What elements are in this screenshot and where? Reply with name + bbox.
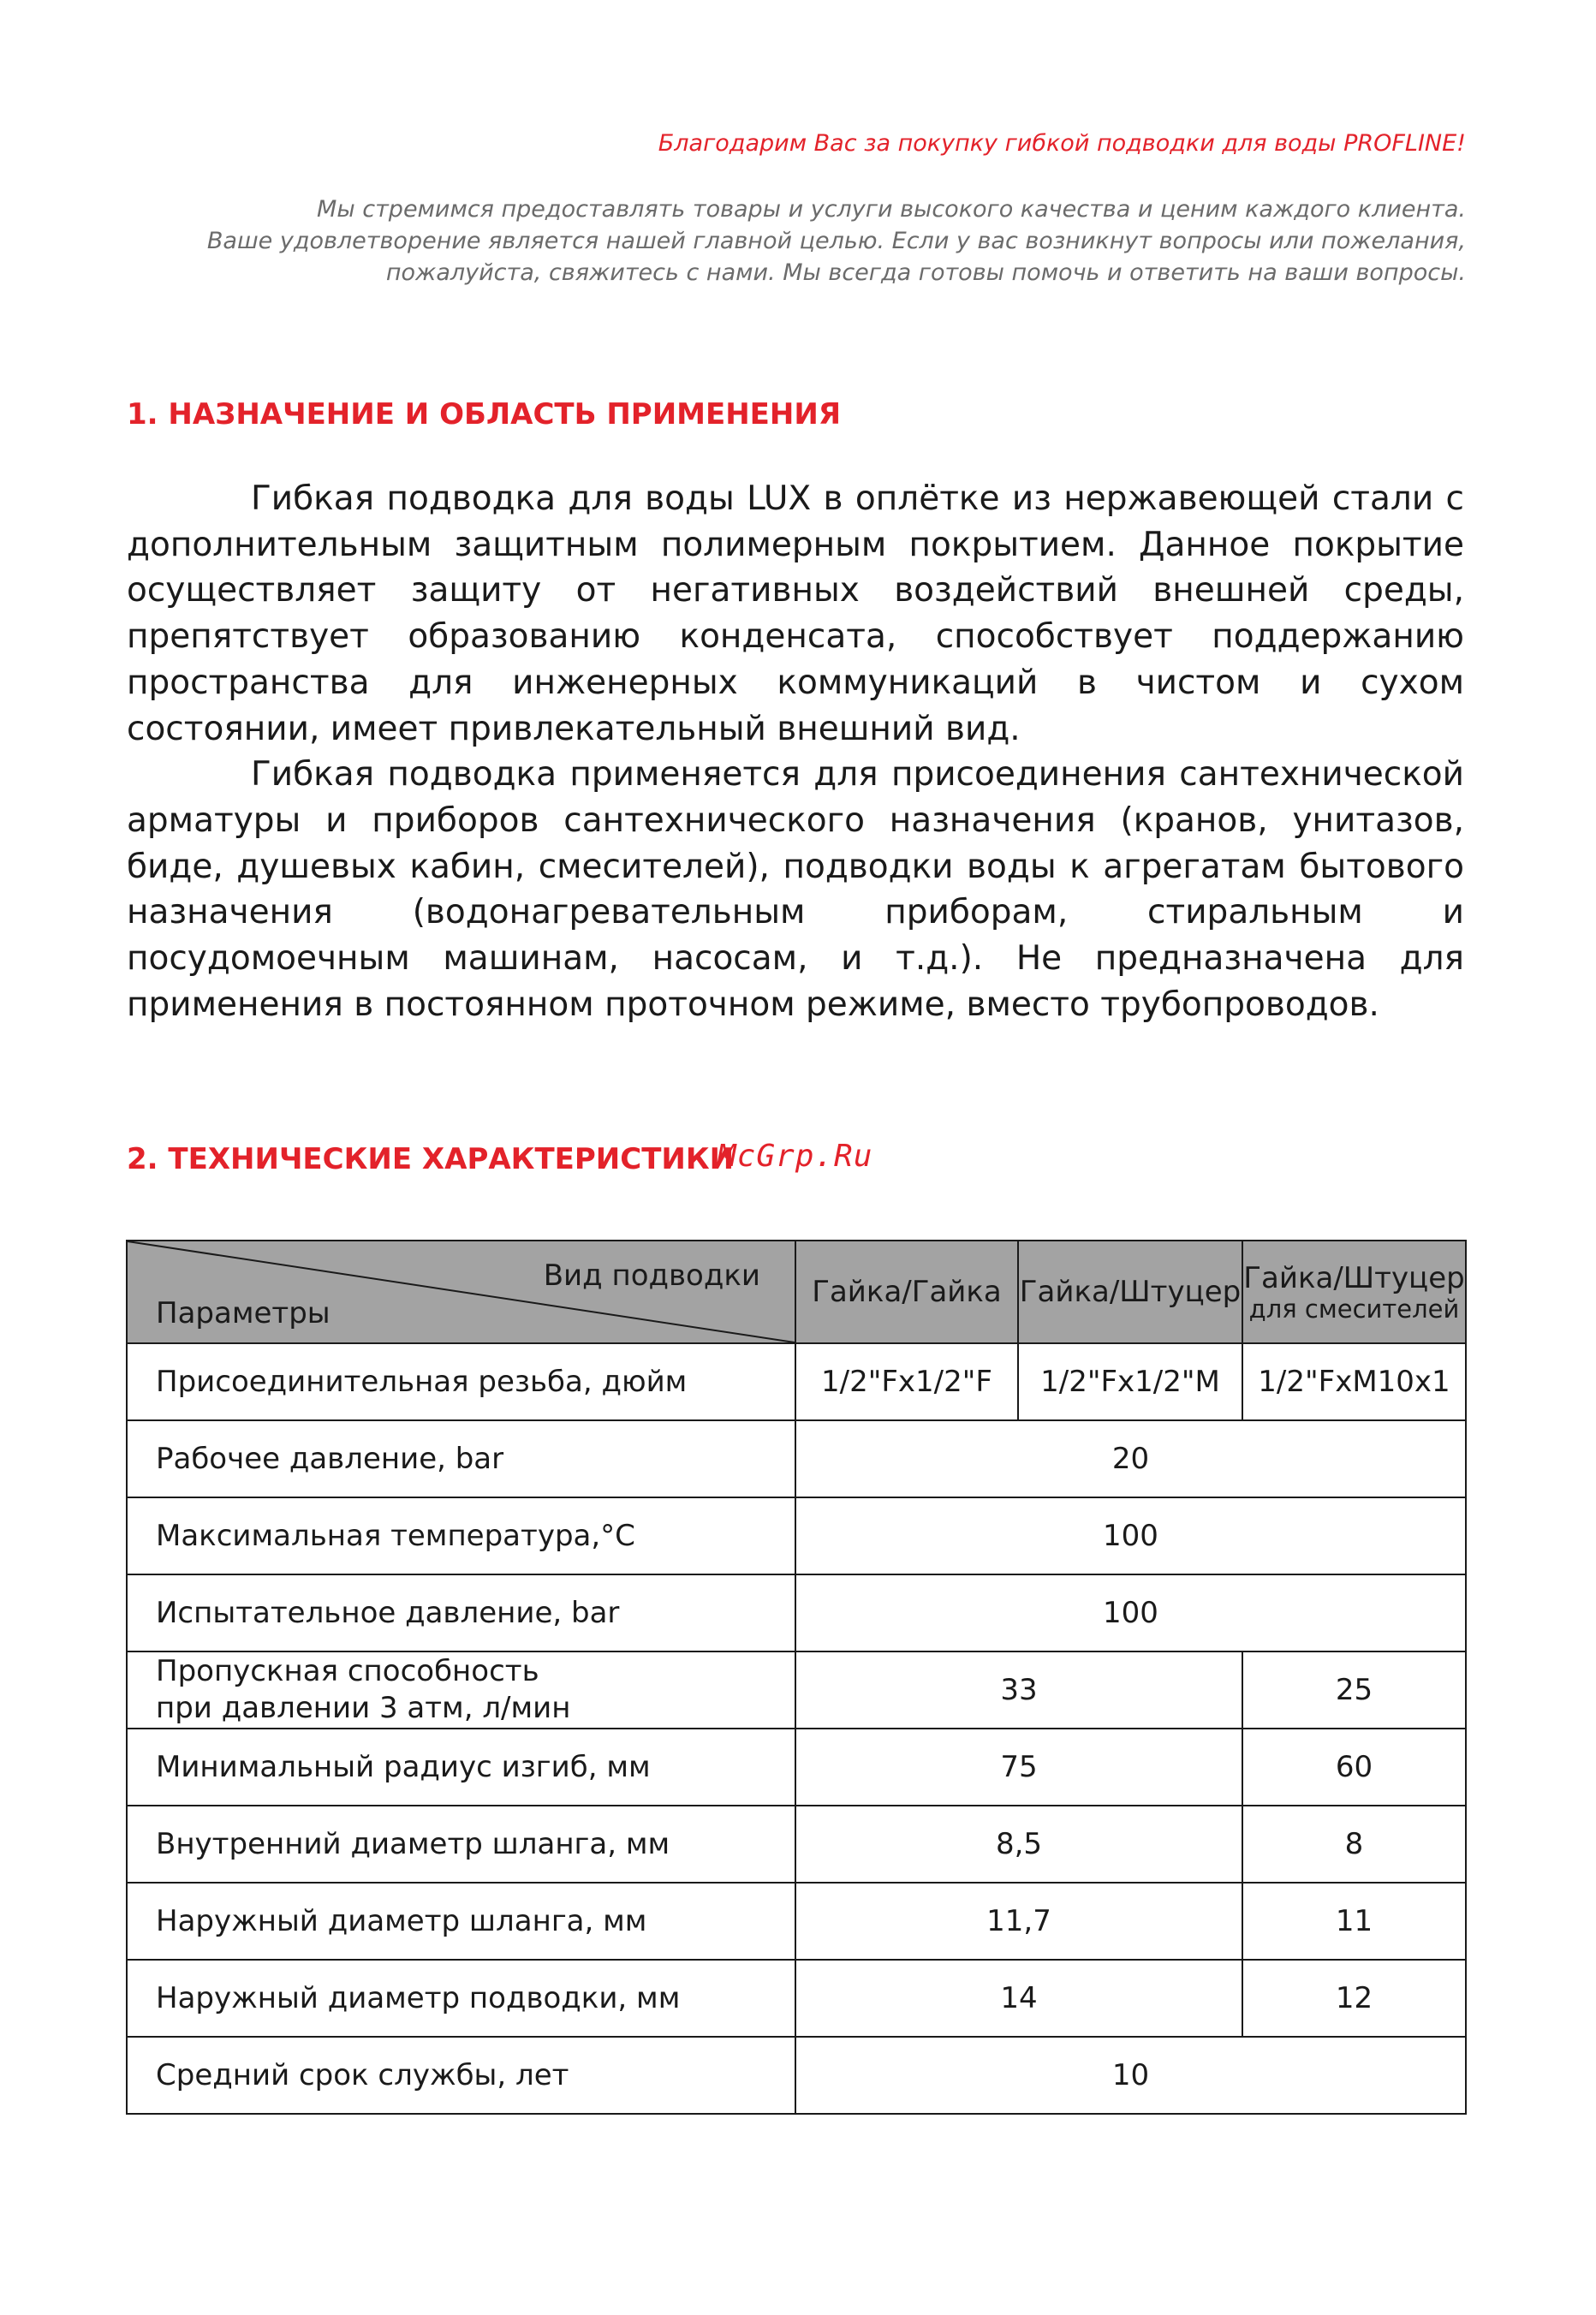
param-cell: Испытательное давление, bar — [127, 1574, 795, 1651]
value-cell: 14 — [795, 1960, 1242, 2037]
param-cell: Средний срок службы, лет — [127, 2037, 795, 2114]
param-cell: Максимальная температура,°С — [127, 1497, 795, 1574]
table-row — [127, 1343, 1466, 1420]
paragraph: Гибкая подводка применяется для присоединения сантехнической арматуры и приборов сантехнического назначения (кранов, унитазов, биде, душевых кабин, смесителей), подводки воды к агрегатам бытового назначения (водонагревательным приборам, стиральным и посудомоечным машинам, насосам, и т.д.). Не предназначена для применения в постоянном проточном режиме, вместо трубопроводов. — [127, 755, 1464, 1024]
value-cell: 11,7 — [795, 1883, 1242, 1960]
value-cell: 20 — [795, 1420, 1466, 1497]
value-cell: 100 — [795, 1497, 1466, 1574]
table-row — [127, 1883, 1466, 1960]
paragraph: Гибкая подводка для воды LUX в оплётке из нержавеющей стали с дополнительным защитным полимерным покрытием. Данное покрытие осуществляет защиту от негативных воздействий внешней среды, препятствует образованию конденсата, способствует поддержанию пространства для инженерных коммуникаций в чистом и сухом состоянии, имеет привлекательный внешний вид. — [127, 479, 1464, 748]
value-cell: 25 — [1242, 1651, 1466, 1729]
column-header: Гайка/Штуцер — [1018, 1241, 1242, 1343]
value-cell: 60 — [1242, 1729, 1466, 1806]
intro-line: Ваше удовлетворение является нашей главной целью. Если у вас возникнут вопросы или пожелания, — [206, 228, 1466, 254]
table-row — [127, 1420, 1466, 1497]
value-cell: 1/2"Fx1/2"M — [1018, 1343, 1242, 1420]
value-cell: 12 — [1242, 1960, 1466, 2037]
corner-top-label: Вид подводки — [543, 1259, 760, 1293]
table-row — [127, 1729, 1466, 1806]
table-row — [127, 1960, 1466, 2037]
table-row — [127, 1497, 1466, 1574]
table-row — [127, 1651, 1466, 1729]
section-1-title: 1. НАЗНАЧЕНИЕ И ОБЛАСТЬ ПРИМЕНЕНИЯ — [127, 397, 841, 431]
value-cell: 11 — [1242, 1883, 1466, 1960]
param-cell: Минимальный радиус изгиб, мм — [127, 1729, 795, 1806]
table-corner-cell — [127, 1241, 795, 1343]
table-row — [127, 2037, 1466, 2114]
param-cell: Наружный диаметр подводки, мм — [127, 1960, 795, 2037]
param-cell: Рабочее давление, bar — [127, 1420, 795, 1497]
column-header: Гайка/Гайка — [795, 1241, 1018, 1343]
value-cell: 33 — [795, 1651, 1242, 1729]
table-row — [127, 1806, 1466, 1883]
column-header: Гайка/Штуцер для смесителей — [1242, 1241, 1466, 1343]
specs-table — [126, 1240, 1467, 2115]
value-cell: 1/2"Fx1/2"F — [795, 1343, 1018, 1420]
intro-line: пожалуйста, свяжитесь с нами. Мы всегда готовы помочь и ответить на ваши вопросы. — [385, 259, 1466, 286]
param-cell: Пропускная способность при давлении 3 атм, л/мин — [127, 1651, 795, 1729]
section-1-body — [127, 476, 1464, 1027]
param-cell: Присоединительная резьба, дюйм — [127, 1343, 795, 1420]
intro-line: Мы стремимся предоставлять товары и услуги высокого качества и ценим каждого клиента. — [317, 196, 1466, 223]
table-row — [127, 1574, 1466, 1651]
intro-text — [182, 193, 1466, 289]
thanks-message: Благодарим Вас за покупку гибкой подводки для воды PROFLINE! — [658, 130, 1466, 157]
value-cell: 1/2"FxM10x1 — [1242, 1343, 1466, 1420]
corner-bottom-label: Параметры — [156, 1296, 331, 1330]
section-2-title: 2. ТЕХНИЧЕСКИЕ ХАРАКТЕРИСТИКИ — [127, 1142, 735, 1176]
value-cell: 100 — [795, 1574, 1466, 1651]
param-cell: Наружный диаметр шланга, мм — [127, 1883, 795, 1960]
value-cell: 75 — [795, 1729, 1242, 1806]
table-header-row — [127, 1241, 1466, 1343]
watermark: McGrp.Ru — [718, 1139, 873, 1174]
value-cell: 10 — [795, 2037, 1466, 2114]
value-cell: 8 — [1242, 1806, 1466, 1883]
param-cell: Внутренний диаметр шланга, мм — [127, 1806, 795, 1883]
value-cell: 8,5 — [795, 1806, 1242, 1883]
